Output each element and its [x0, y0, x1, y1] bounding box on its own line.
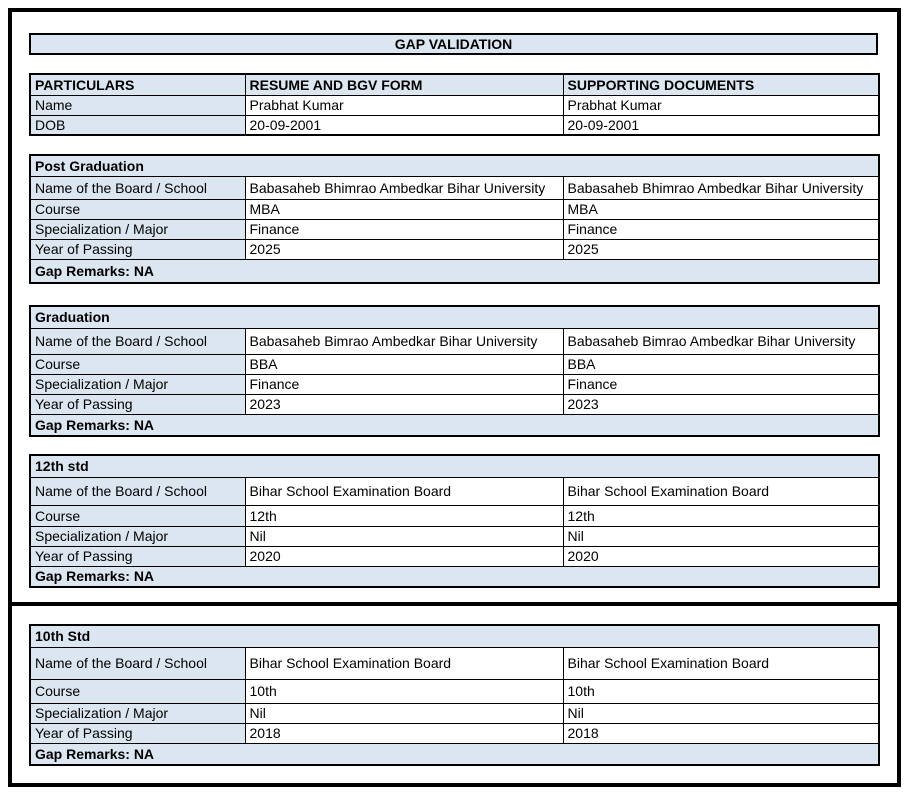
resume-value: BBA — [245, 354, 563, 374]
resume-value: Babasaheb Bimrao Ambedkar Bihar University — [245, 328, 563, 354]
supporting-value: Finance — [563, 374, 879, 394]
gap-remarks: Gap Remarks: NA — [30, 743, 879, 765]
row-label: Specialization / Major — [30, 219, 245, 239]
table-row-year — [30, 723, 879, 743]
resume-value: 2018 — [245, 723, 563, 743]
section-header-row — [30, 306, 879, 328]
row-label: Name of the Board / School — [30, 477, 245, 505]
gap-remarks-row — [30, 743, 879, 765]
column-header-particulars: PARTICULARS — [30, 74, 245, 95]
table-row-course — [30, 679, 879, 703]
table-row-name — [30, 95, 879, 115]
supporting-value: Finance — [563, 219, 879, 239]
row-label: Specialization / Major — [30, 526, 245, 546]
supporting-value: Bihar School Examination Board — [563, 647, 879, 679]
section-table-post-graduation — [29, 154, 880, 284]
column-header-resume-bgv: RESUME AND BGV FORM — [245, 74, 563, 95]
table-row-board — [30, 477, 879, 505]
section-header-row — [30, 625, 879, 647]
table-header-row — [30, 74, 879, 95]
supporting-value: Nil — [563, 703, 879, 723]
resume-value: Bihar School Examination Board — [245, 477, 563, 505]
resume-value: Babasaheb Bhimrao Ambedkar Bihar University — [245, 176, 563, 199]
page-title: GAP VALIDATION — [29, 33, 878, 55]
supporting-value: 20-09-2001 — [563, 115, 879, 135]
table-row-board — [30, 328, 879, 354]
row-label: Specialization / Major — [30, 703, 245, 723]
document-page — [8, 8, 901, 787]
supporting-value: 2025 — [563, 239, 879, 259]
resume-value: Finance — [245, 219, 563, 239]
section-title: Post Graduation — [30, 155, 879, 176]
gap-remarks-row — [30, 414, 879, 436]
resume-value: 10th — [245, 679, 563, 703]
section-table-12th-std — [29, 454, 880, 588]
section-title: 10th Std — [30, 625, 879, 647]
gap-remarks: Gap Remarks: NA — [30, 259, 879, 283]
supporting-value: Babasaheb Bimrao Ambedkar Bihar University — [563, 328, 879, 354]
supporting-value: BBA — [563, 354, 879, 374]
gap-remarks-row — [30, 566, 879, 587]
row-label: Name of the Board / School — [30, 176, 245, 199]
resume-value: Prabhat Kumar — [245, 95, 563, 115]
resume-value: 12th — [245, 505, 563, 526]
supporting-value: Nil — [563, 526, 879, 546]
supporting-value: 2020 — [563, 546, 879, 566]
section-table-graduation — [29, 305, 880, 437]
resume-value: 20-09-2001 — [245, 115, 563, 135]
table-row-year — [30, 394, 879, 414]
table-row-specialization — [30, 374, 879, 394]
table-row-board — [30, 176, 879, 199]
gap-remarks: Gap Remarks: NA — [30, 566, 879, 587]
table-row-course — [30, 354, 879, 374]
supporting-value: 12th — [563, 505, 879, 526]
supporting-value: Prabhat Kumar — [563, 95, 879, 115]
row-label: Year of Passing — [30, 239, 245, 259]
table-row-course — [30, 505, 879, 526]
supporting-value: Babasaheb Bhimrao Ambedkar Bihar University — [563, 176, 879, 199]
gap-remarks-row — [30, 259, 879, 283]
table-row-year — [30, 546, 879, 566]
row-label: Year of Passing — [30, 546, 245, 566]
supporting-value: MBA — [563, 199, 879, 219]
row-label: Name of the Board / School — [30, 647, 245, 679]
resume-value: Nil — [245, 526, 563, 546]
table-row-dob — [30, 115, 879, 135]
resume-value: 2020 — [245, 546, 563, 566]
resume-value: Nil — [245, 703, 563, 723]
gap-remarks: Gap Remarks: NA — [30, 414, 879, 436]
row-label: Specialization / Major — [30, 374, 245, 394]
row-label: Year of Passing — [30, 723, 245, 743]
row-label: Course — [30, 354, 245, 374]
resume-value: 2025 — [245, 239, 563, 259]
resume-value: 2023 — [245, 394, 563, 414]
table-row-board — [30, 647, 879, 679]
table-row-course — [30, 199, 879, 219]
resume-value: Finance — [245, 374, 563, 394]
section-title: 12th std — [30, 455, 879, 477]
resume-value: MBA — [245, 199, 563, 219]
table-row-year — [30, 239, 879, 259]
supporting-value: 10th — [563, 679, 879, 703]
column-header-supporting-docs: SUPPORTING DOCUMENTS — [563, 74, 879, 95]
supporting-value: Bihar School Examination Board — [563, 477, 879, 505]
table-row-specialization — [30, 219, 879, 239]
supporting-value: 2023 — [563, 394, 879, 414]
row-label: Course — [30, 679, 245, 703]
row-label: Name — [30, 95, 245, 115]
row-label: Year of Passing — [30, 394, 245, 414]
section-header-row — [30, 155, 879, 176]
page-break-divider — [12, 602, 897, 606]
table-row-specialization — [30, 526, 879, 546]
section-title: Graduation — [30, 306, 879, 328]
row-label: Course — [30, 199, 245, 219]
row-label: Name of the Board / School — [30, 328, 245, 354]
section-table-10th-std — [29, 624, 880, 766]
resume-value: Bihar School Examination Board — [245, 647, 563, 679]
table-row-specialization — [30, 703, 879, 723]
section-header-row — [30, 455, 879, 477]
supporting-value: 2018 — [563, 723, 879, 743]
row-label: Course — [30, 505, 245, 526]
particulars-table — [29, 73, 880, 136]
row-label: DOB — [30, 115, 245, 135]
